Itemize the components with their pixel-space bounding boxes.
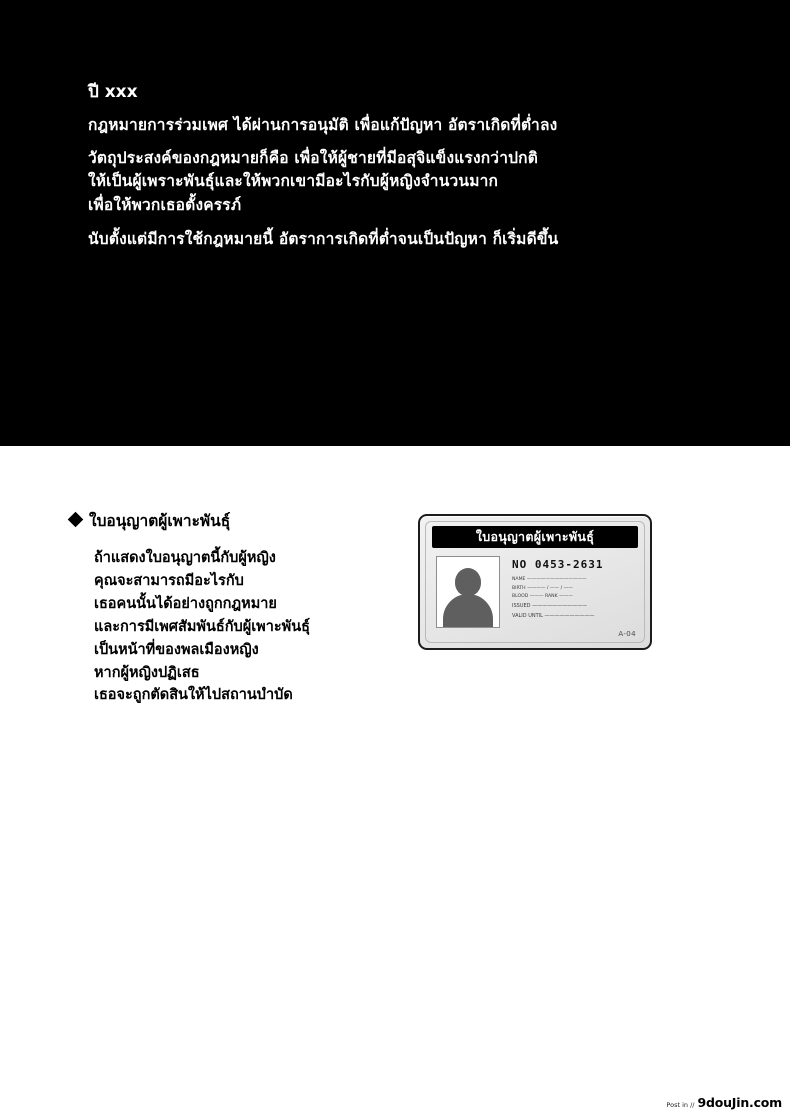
diamond-bullet-icon: [68, 512, 84, 528]
avatar-head-shape: [455, 568, 481, 596]
narration-line-4: เพื่อให้พวกเธอตั้งครรภ์: [88, 195, 242, 214]
license-description-line: หากผู้หญิงปฏิเสธ: [94, 664, 200, 681]
avatar-body-shape: [443, 594, 493, 628]
card-detail-line: ISSUED ———————————: [512, 603, 588, 610]
credit-watermark: [666, 1095, 782, 1110]
card-detail-line: BLOOD ——— RANK ———: [512, 594, 573, 600]
narration-line-1: กฎหมายการร่วมเพศ ได้ผ่านการอนุมัติ เพื่อแก้ปัญหา อัตราเกิดที่ต่ำลง: [88, 116, 558, 134]
credit-prefix: Post in //: [666, 1101, 695, 1109]
narration-line-3: ให้เป็นผู้เพราะพันธุ์และให้พวกเขามีอะไรกับผู้หญิงจำนวนมาก: [88, 172, 499, 191]
card-detail-line: BIRTH ———— / —— / ——: [512, 585, 573, 591]
card-footer-note: A-04: [618, 630, 636, 638]
license-heading: [70, 508, 410, 533]
license-description: [94, 547, 410, 707]
year-label: ปี xxx: [88, 82, 138, 102]
card-photo: [436, 556, 500, 628]
card-detail-lines: [512, 576, 636, 621]
credit-brand: 9douJin.com: [697, 1095, 782, 1110]
license-description-line: เป็นหน้าที่ของพลเมืองหญิง: [94, 641, 259, 658]
license-description-line: ถ้าแสดงใบอนุญาตนี้กับผู้หญิง: [94, 550, 276, 566]
breeder-license-card: [418, 514, 652, 650]
narration-line-5: นับตั้งแต่มีการใช้กฎหมายนี้ อัตราการเกิดที่ต่ำจนเป็นปัญหา ก็เริ่มดีขึ้น: [88, 230, 559, 249]
bottom-explanation-panel: [0, 446, 790, 1116]
license-description-line: เธอคนนั้นได้อย่างถูกกฎหมาย: [94, 595, 277, 612]
narration-text-block: [88, 78, 708, 252]
card-detail-line: NAME —————————————: [512, 577, 587, 582]
card-title: ใบอนุญาตผู้เพาะพันธุ์: [432, 526, 638, 548]
license-description-line: เธอจะถูกตัดสินให้ไปสถานบำบัด: [94, 687, 293, 704]
card-id-number: NO 0453-2631: [512, 558, 604, 571]
license-description-line: คุณจะสามารถมีอะไรกับ: [94, 572, 244, 589]
narration-line-2: วัตถุประสงค์ของกฎหมายก็คือ เพื่อให้ผู้ชายที่มีอสุจิแข็งแรงกว่าปกติ: [88, 148, 538, 167]
license-heading-label: ใบอนุญาตผู้เพาะพันธุ์: [89, 512, 231, 530]
license-explanation-block: [70, 508, 410, 707]
license-description-line: และการมีเพศสัมพันธ์กับผู้เพาะพันธุ์: [94, 618, 310, 635]
card-detail-line: VALID UNTIL ——————————: [512, 612, 595, 619]
top-narration-panel: [0, 0, 790, 446]
